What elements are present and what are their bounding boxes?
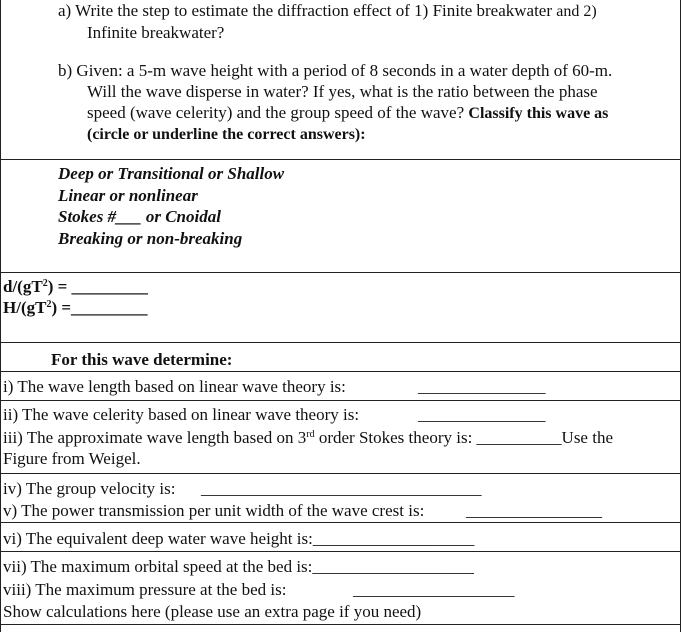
divider-2 — [0, 272, 681, 273]
item-iv-blank[interactable]: _________________________________ — [201, 479, 482, 498]
classify-instruction: Classify this wave as — [468, 105, 609, 122]
classification-options — [58, 163, 284, 249]
item-iv: iv) The group velocity is: — [3, 479, 176, 498]
item-v-blank[interactable]: ________________ — [466, 501, 602, 520]
item-ii: ii) The wave celerity based on linear wave theory is: — [3, 405, 360, 424]
item-i-blank[interactable]: _______________ — [418, 377, 546, 396]
item-vi: vi) The equivalent deep water wave height is:___________________ — [3, 529, 475, 548]
item-ii-blank[interactable]: _______________ — [418, 405, 546, 424]
ratio-block — [3, 276, 148, 318]
option-depth[interactable]: Deep or Transitional or Shallow — [58, 164, 285, 183]
divider-3 — [0, 342, 681, 343]
question-b-line3: speed (wave celerity) and the group speed of the wave? — [87, 103, 465, 122]
divider-6 — [0, 473, 681, 474]
divider-8 — [0, 551, 681, 552]
option-theory[interactable]: Stokes #___ or Cnoidal — [58, 207, 221, 226]
question-b-line2: Will the wave disperse in water? If yes, what is the ratio between the phase — [87, 82, 598, 101]
item-vii: vii) The maximum orbital speed at the bed is:___________________ — [3, 557, 474, 576]
item-iii-line2: Figure from Weigel. — [3, 449, 141, 468]
determine-header: For this wave determine: — [51, 350, 233, 369]
question-a-line1: a) Write the step to estimate the diffraction effect of 1) Finite breakwater — [58, 1, 553, 20]
item-viii: viii) The maximum pressure at the bed is: — [3, 580, 287, 599]
option-breaking[interactable]: Breaking or non-breaking — [58, 228, 243, 248]
calculation-note: Show calculations here (please use an extra page if you need) — [3, 602, 422, 621]
question-b — [58, 60, 678, 145]
ratio-h: $H/(gT^2)$ =_________ — [3, 298, 148, 317]
divider-5 — [0, 400, 681, 401]
ratio-d: $d/(gT^2)$ = _________ — [3, 277, 149, 296]
question-b-line1: b) Given: a 5-m wave height with a period of 8 seconds in a water depth of 60-m. — [58, 61, 613, 80]
divider-bottom — [0, 624, 681, 625]
divider-4 — [0, 371, 681, 372]
question-a-line2: Infinite breakwater? — [87, 23, 225, 42]
item-v: v) The power transmission per unit width of the wave crest is: — [3, 501, 425, 520]
item-iii: iii) The approximate wave length based on 3rd order Stokes theory is: __________Use the Figure from Weigel. — [3, 427, 678, 469]
divider-7 — [0, 522, 681, 523]
question-a — [58, 0, 673, 43]
divider-1 — [0, 159, 681, 160]
option-linearity[interactable]: Linear or nonlinear — [58, 185, 198, 205]
item-i: i) The wave length based on linear wave theory is: — [3, 377, 346, 396]
classify-instruction-2: (circle or underline the correct answers): — [87, 126, 366, 143]
left-border — [0, 0, 1, 632]
question-a-and: and 2) — [556, 3, 597, 20]
item-viii-blank[interactable]: ___________________ — [353, 580, 515, 599]
